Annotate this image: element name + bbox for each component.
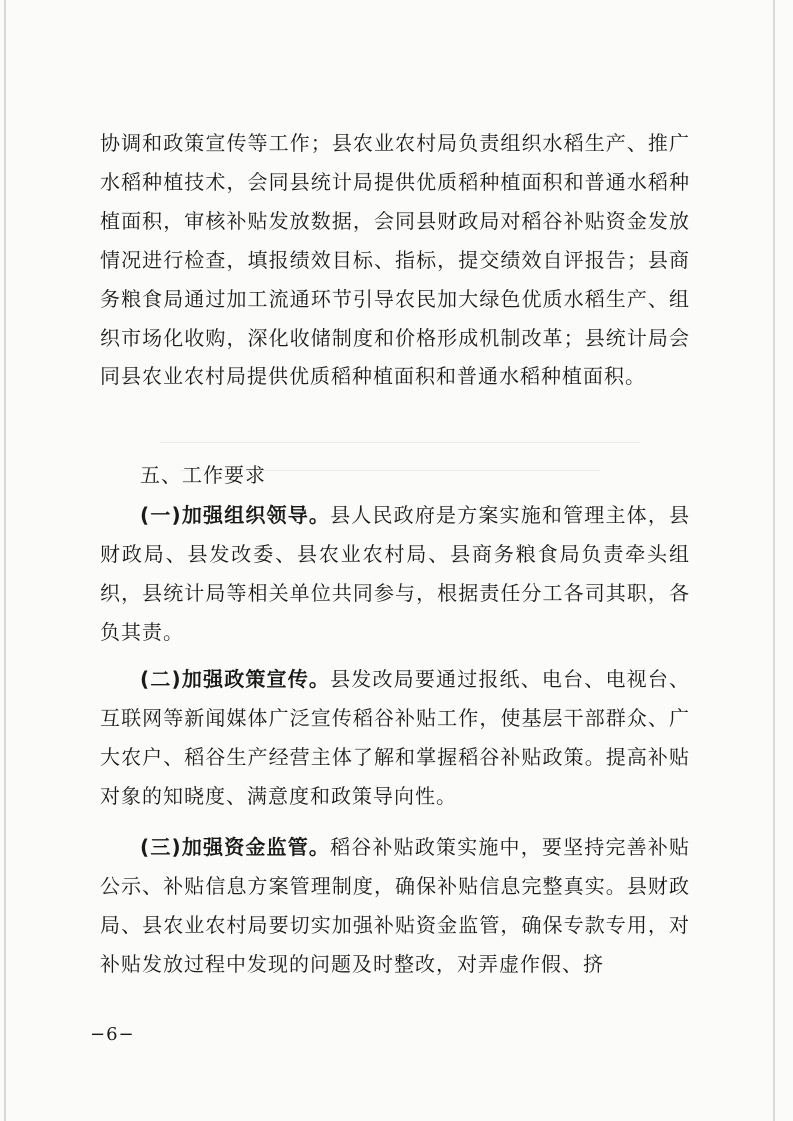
item-title: (二)加强政策宣传。 bbox=[140, 667, 331, 691]
item-body: 稻谷补贴政策实施中，要坚持完善补贴公示、补贴信息方案管理制度，确保补贴信息完整真实。县财政局、县农业农村局要切实加强补贴资金监管，确保专款专用，对补贴发放过程中发现的问题及时整改，对弄虚作假、挤 bbox=[100, 835, 691, 976]
item-organization-leadership bbox=[100, 496, 690, 652]
scan-edge-left bbox=[4, 0, 6, 1121]
item-title: (一)加强组织领导。 bbox=[140, 503, 331, 527]
item-title: (三)加强资金监管。 bbox=[140, 835, 331, 859]
continuation-paragraph: 协调和政策宣传等工作；县农业农村局负责组织水稻生产、推广水稻种植技术，会同县统计局提供优质稻种植面积和普通水稻种植面积，审核补贴发放数据，会同县财政局对稻谷补贴资金发放情况进行检查，填报绩效目标、指标，提交绩效自评报告；县商务粮食局通过加工流通环节引导农民加大绿色优质水稻生产、组织市场化收购，深化收储制度和价格形成机制改革；县统计局会同县农业农村局提供优质稻种植面积和普通水稻种植面积。 bbox=[100, 131, 690, 389]
item-fund-supervision bbox=[100, 828, 690, 984]
section-heading: 五、工作要求 bbox=[140, 463, 266, 487]
scan-edge-right bbox=[773, 0, 775, 1121]
page-number: −6− bbox=[90, 1024, 135, 1045]
bleed-through-mark bbox=[160, 442, 640, 443]
item-body: 县人民政府是方案实施和管理主体，县财政局、县发改委、县农业农村局、县商务粮食局负责牵头组织，县统计局等相关单位共同参与，根据责任分工各司其职，各负其责。 bbox=[100, 503, 691, 644]
bleed-through-mark bbox=[180, 470, 600, 471]
item-body: 县发改局要通过报纸、电台、电视台、互联网等新闻媒体广泛宣传稻谷补贴工作，使基层干部群众、广大农户、稻谷生产经营主体了解和掌握稻谷补贴政策。提高补贴对象的知晓度、满意度和政策导向性。 bbox=[100, 667, 691, 808]
item-policy-publicity bbox=[100, 660, 690, 816]
